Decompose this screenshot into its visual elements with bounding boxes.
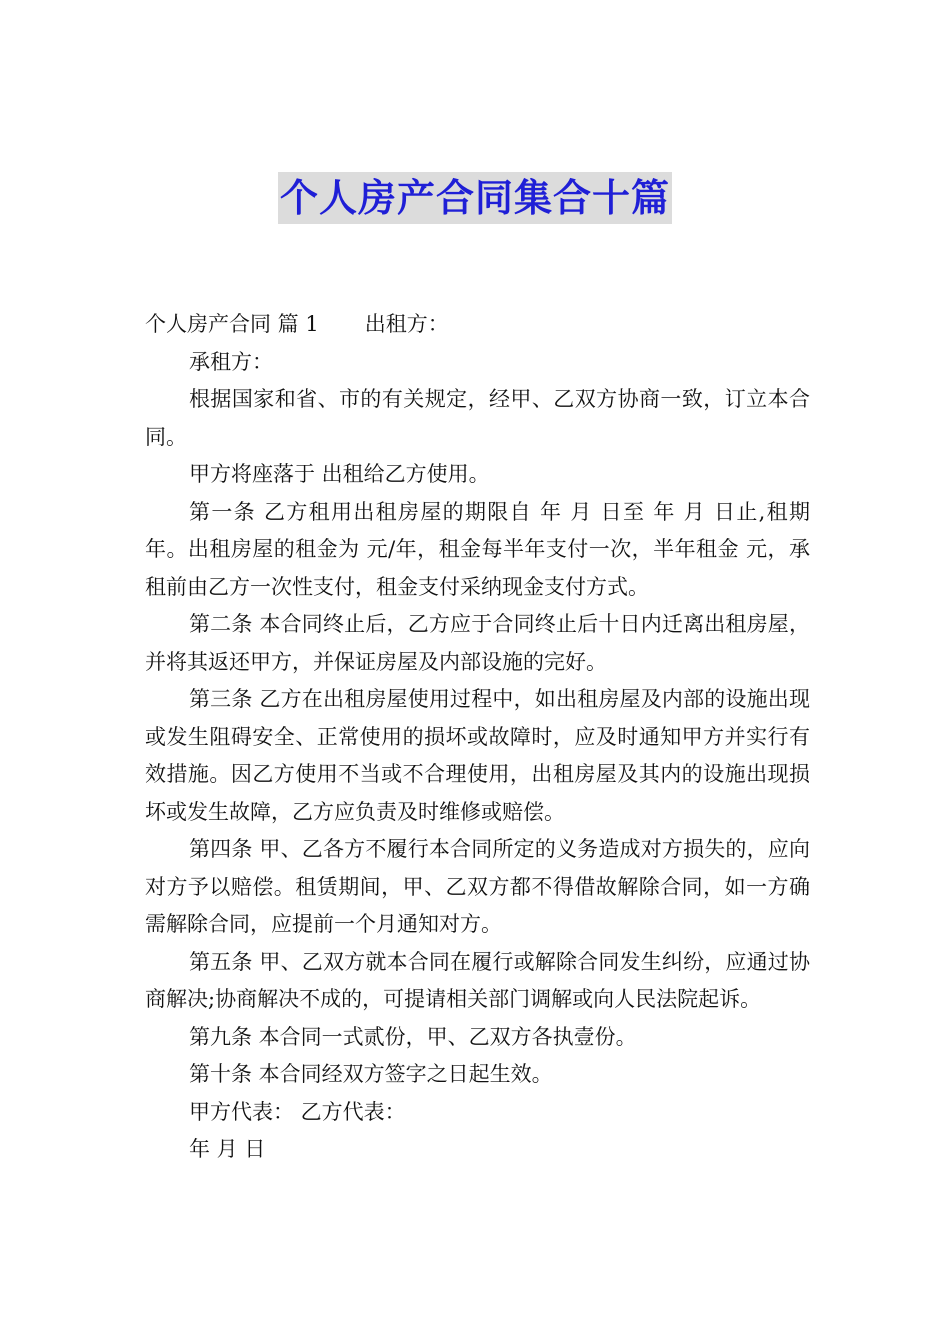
document-title: 个人房产合同集合十篇 bbox=[278, 172, 672, 224]
intro-line bbox=[145, 306, 810, 344]
clause-2: 第二条 本合同终止后，乙方应于合同终止后十日内迁离出租房屋，并将其返还甲方，并保证房屋及内部设施的完好。 bbox=[145, 612, 810, 674]
date-line: 年 月 日 bbox=[189, 1137, 266, 1161]
paragraph-lessee: 承租方： bbox=[189, 349, 273, 374]
clause-5: 第五条 甲、乙双方就本合同在履行或解除合同发生纠纷，应通过协商解决;协商解决不成的，可提请相关部门调解或向人民法院起诉。 bbox=[145, 949, 810, 1011]
signature-line: 甲方代表： 乙方代表： bbox=[189, 1099, 406, 1124]
paragraph-preamble: 根据国家和省、市的有关规定，经甲、乙双方协商一致，订立本合同。 bbox=[145, 387, 810, 449]
document-body bbox=[145, 306, 810, 1169]
title-container bbox=[0, 172, 950, 224]
clause-3: 第三条 乙方在出租房屋使用过程中，如出租房屋及内部的设施出现或发生阻碍安全、正常使用的损坏或故障时，应及时通知甲方并实行有效措施。因乙方使用不当或不合理使用，出租房屋及其内的设施出现损坏或发生故障，乙方应负责及时维修或赔偿。 bbox=[145, 687, 810, 824]
lessor-label: 出租方： bbox=[364, 312, 449, 336]
clause-1: 第一条 乙方租用出租房屋的期限自 年 月 日至 年 月 日止,租期 年。出租房屋的租金为 元/年，租金每半年支付一次，半年租金 元，承租前由乙方一次性支付，租金支付采纳现金支付方式。 bbox=[145, 499, 810, 599]
contract-heading: 个人房产合同 篇 1 bbox=[145, 312, 319, 336]
clause-4: 第四条 甲、乙各方不履行本合同所定的义务造成对方损失的，应向对方予以赔偿。租赁期间，甲、乙双方都不得借故解除合同，如一方确需解除合同，应提前一个月通知对方。 bbox=[145, 837, 810, 936]
paragraph-premises: 甲方将座落于 出租给乙方使用。 bbox=[189, 462, 490, 486]
clause-10: 第十条 本合同经双方签字之日起生效。 bbox=[189, 1062, 553, 1086]
clause-9: 第九条 本合同一式贰份，甲、乙双方各执壹份。 bbox=[189, 1024, 637, 1049]
